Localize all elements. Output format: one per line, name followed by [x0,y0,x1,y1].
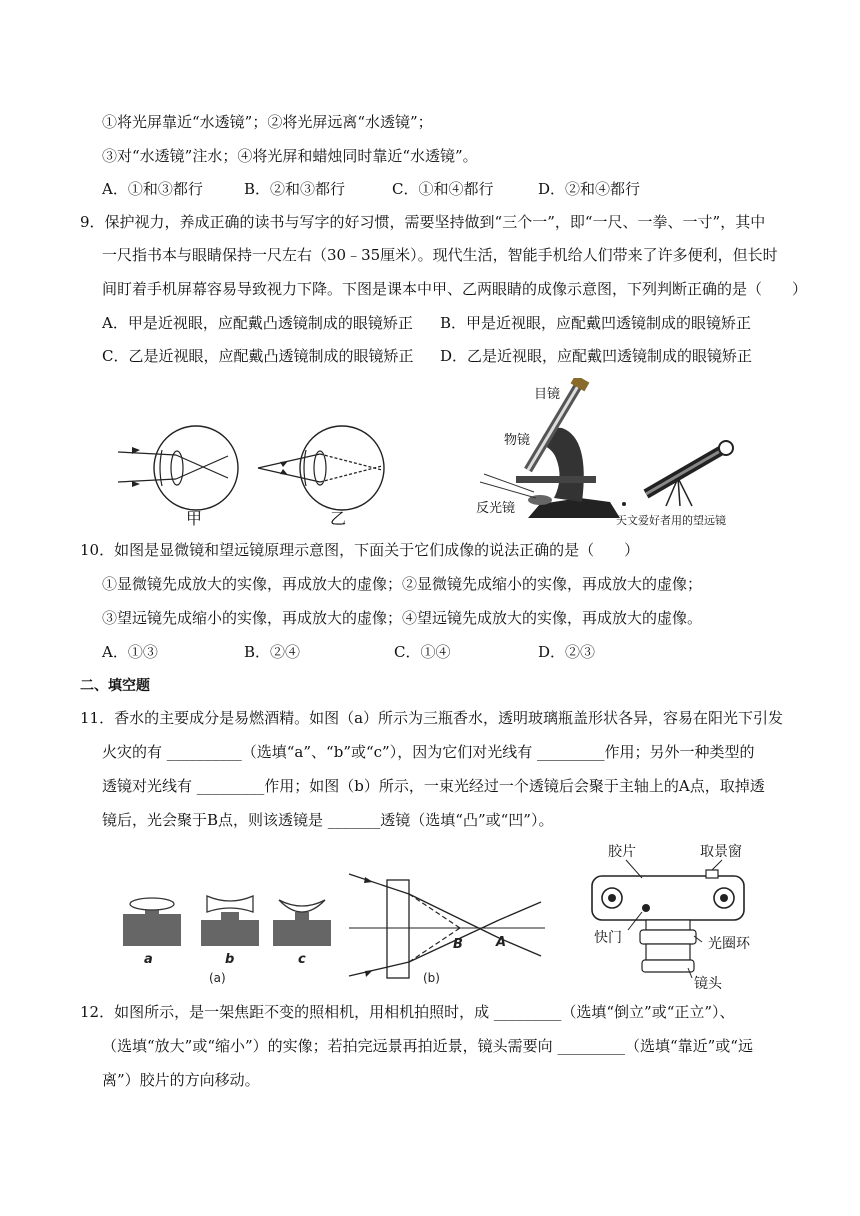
q9-stem-line-3: 间盯着手机屏幕容易导致视力下降。下图是课本中甲、乙两眼睛的成像示意图，下列判断正确的是（ ） [102,280,808,298]
q9-stem-line-2: 一尺指书本与眼睛保持一尺左右（30﹣35厘米）。现代生活，智能手机给人们带来了许多便利，但长时 [102,246,778,264]
q10-option-a: A．①③ [102,643,158,661]
q10-option-b: B．②④ [244,643,301,661]
figure-label-a: (a) [209,971,226,985]
telescope-illustration [616,441,733,527]
q11-line-4: 镜后，光会聚于B点，则该透镜是 _______透镜（选填“凸”或“凹”）。 [102,811,554,829]
q10-option-d: D．②③ [538,643,596,661]
q9-option-b: B．甲是近视眼，应配戴凹透镜制成的眼镜矫正 [440,314,752,332]
q9-option-a: A．甲是近视眼，应配戴凸透镜制成的眼镜矫正 [102,314,413,332]
figure-label-b: (b) [423,971,440,985]
q10-option-c: C．①④ [394,643,451,661]
q9-option-d: D．乙是近视眼，应配戴凹透镜制成的眼镜矫正 [440,347,753,365]
viewfinder-label: 取景窗 [700,844,742,860]
q12-line-2: （选填“放大”或“缩小”）的实像；若拍完远景再拍近景，镜头需要向 _________（选填“靠近”或“远 [102,1037,753,1055]
perfume-bottle-c [273,900,331,967]
shutter-label: 快门 [594,930,622,946]
eye-diagrams-figure [110,420,390,530]
perfume-and-lens-figure [115,866,555,992]
svg-text:a: a [144,952,153,967]
q9-options-row-2 [102,346,782,366]
q8-line-1: ①将光屏靠近“水透镜”；②将光屏远离“水透镜”； [102,113,433,131]
q10-options [102,642,642,662]
svg-text:c: c [298,952,306,967]
eye-label-b: 乙 [330,509,347,528]
q9-option-c: C．乙是近视眼，应配戴凸透镜制成的眼镜矫正 [102,347,414,365]
lens-label: 镜头 [694,976,722,992]
q8-option-c: C．①和④都行 [392,180,494,198]
telescope-caption: 天文爱好者用的望远镜 [616,514,726,527]
eyepiece-label: 目镜 [534,387,561,402]
point-a-label: A [496,935,507,950]
microscope-illustration [476,378,620,518]
q9-stem-line-1: 9．保护视力，养成正确的读书与写字的好习惯，需要坚持做到“三个一”，即“一尺、一拳、一寸”，其中 [80,213,766,231]
q10-statement-3-4: ③望远镜先成缩小的实像，再成放大的虚像；④望远镜先成放大的实像，再成放大的虚像。 [102,609,703,627]
q8-options [102,179,782,199]
lens-ray-diagram [349,874,545,985]
section-title-fill-in: 二、填空题 [80,678,150,694]
q8-option-a: A．①和③都行 [102,180,203,198]
q10-stem: 10．如图是显微镜和望远镜原理示意图，下面关于它们成像的说法正确的是（ ） [80,541,640,559]
q8-option-b: B．②和③都行 [244,180,346,198]
q10-statement-1-2: ①显微镜先成放大的实像，再成放大的虚像；②显微镜先成缩小的实像，再成放大的虚像； [102,575,703,593]
aperture-ring-label: 光圈环 [708,936,750,952]
mirror-label: 反光镜 [476,501,516,516]
perfume-bottle-b [201,896,259,967]
eye-label-a: 甲 [186,509,203,528]
film-label: 胶片 [608,844,636,860]
q11-line-1: 11．香水的主要成分是易燃酒精。如图（a）所示为三瓶香水，透明玻璃瓶盖形状各异，容易在阳光下引发 [80,709,784,727]
q12-line-3: 离”）胶片的方向移动。 [102,1071,260,1089]
camera-figure [584,838,784,994]
objective-label: 物镜 [504,433,531,448]
point-b-label: B [453,937,463,952]
eye-diagram-b [258,426,384,528]
q11-line-2: 火灾的有 __________（选填“a”、“b”或“c”），因为它们对光线有 _________作用；另外一种类型的 [102,743,755,761]
perfume-bottle-a [123,898,181,967]
q11-line-3: 透镜对光线有 _________作用；如图（b）所示，一束光经过一个透镜后会聚于主轴上的A点，取掉透 [102,777,765,795]
q8-option-d: D．②和④都行 [538,180,641,198]
svg-text:b: b [225,952,235,967]
eye-diagram-a [118,426,238,528]
q9-options-row-1 [102,313,782,333]
microscope-telescope-figure [470,378,780,530]
q8-line-2: ③对“水透镜”注水；④将光屏和蜡烛同时靠近“水透镜”。 [102,147,478,165]
q12-line-1: 12．如图所示，是一架焦距不变的照相机，用相机拍照时，成 _________（选填“倒立”或“正立”）、 [80,1003,735,1021]
